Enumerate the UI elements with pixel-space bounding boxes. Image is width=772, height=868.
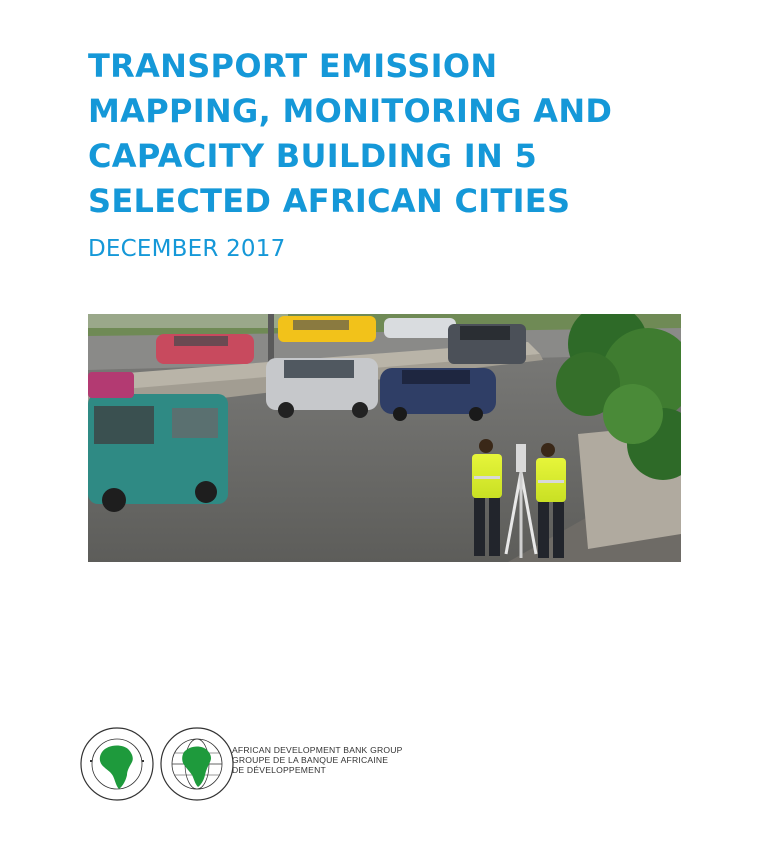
africa-globe-seal-icon — [158, 722, 236, 806]
org-name-block — [232, 745, 403, 775]
org-name-english: AFRICAN DEVELOPMENT BANK GROUP — [232, 745, 403, 755]
title-line-4: SELECTED AFRICAN CITIES — [88, 182, 571, 220]
title-line-2: MAPPING, MONITORING AND — [88, 92, 613, 130]
title-line-1: TRANSPORT EMISSION — [88, 47, 498, 85]
cover-photo — [88, 314, 681, 562]
org-name-french-line2: DE DÉVELOPPEMENT — [232, 765, 326, 775]
report-date: DECEMBER 2017 — [88, 236, 286, 262]
africa-map-seal-icon — [78, 722, 156, 806]
title-line-3: CAPACITY BUILDING IN 5 — [88, 137, 538, 175]
afdb-logos — [78, 722, 478, 806]
org-name-french-line1: GROUPE DE LA BANQUE AFRICAINE — [232, 755, 389, 765]
street-scene-image — [88, 314, 681, 562]
report-title — [88, 44, 728, 224]
